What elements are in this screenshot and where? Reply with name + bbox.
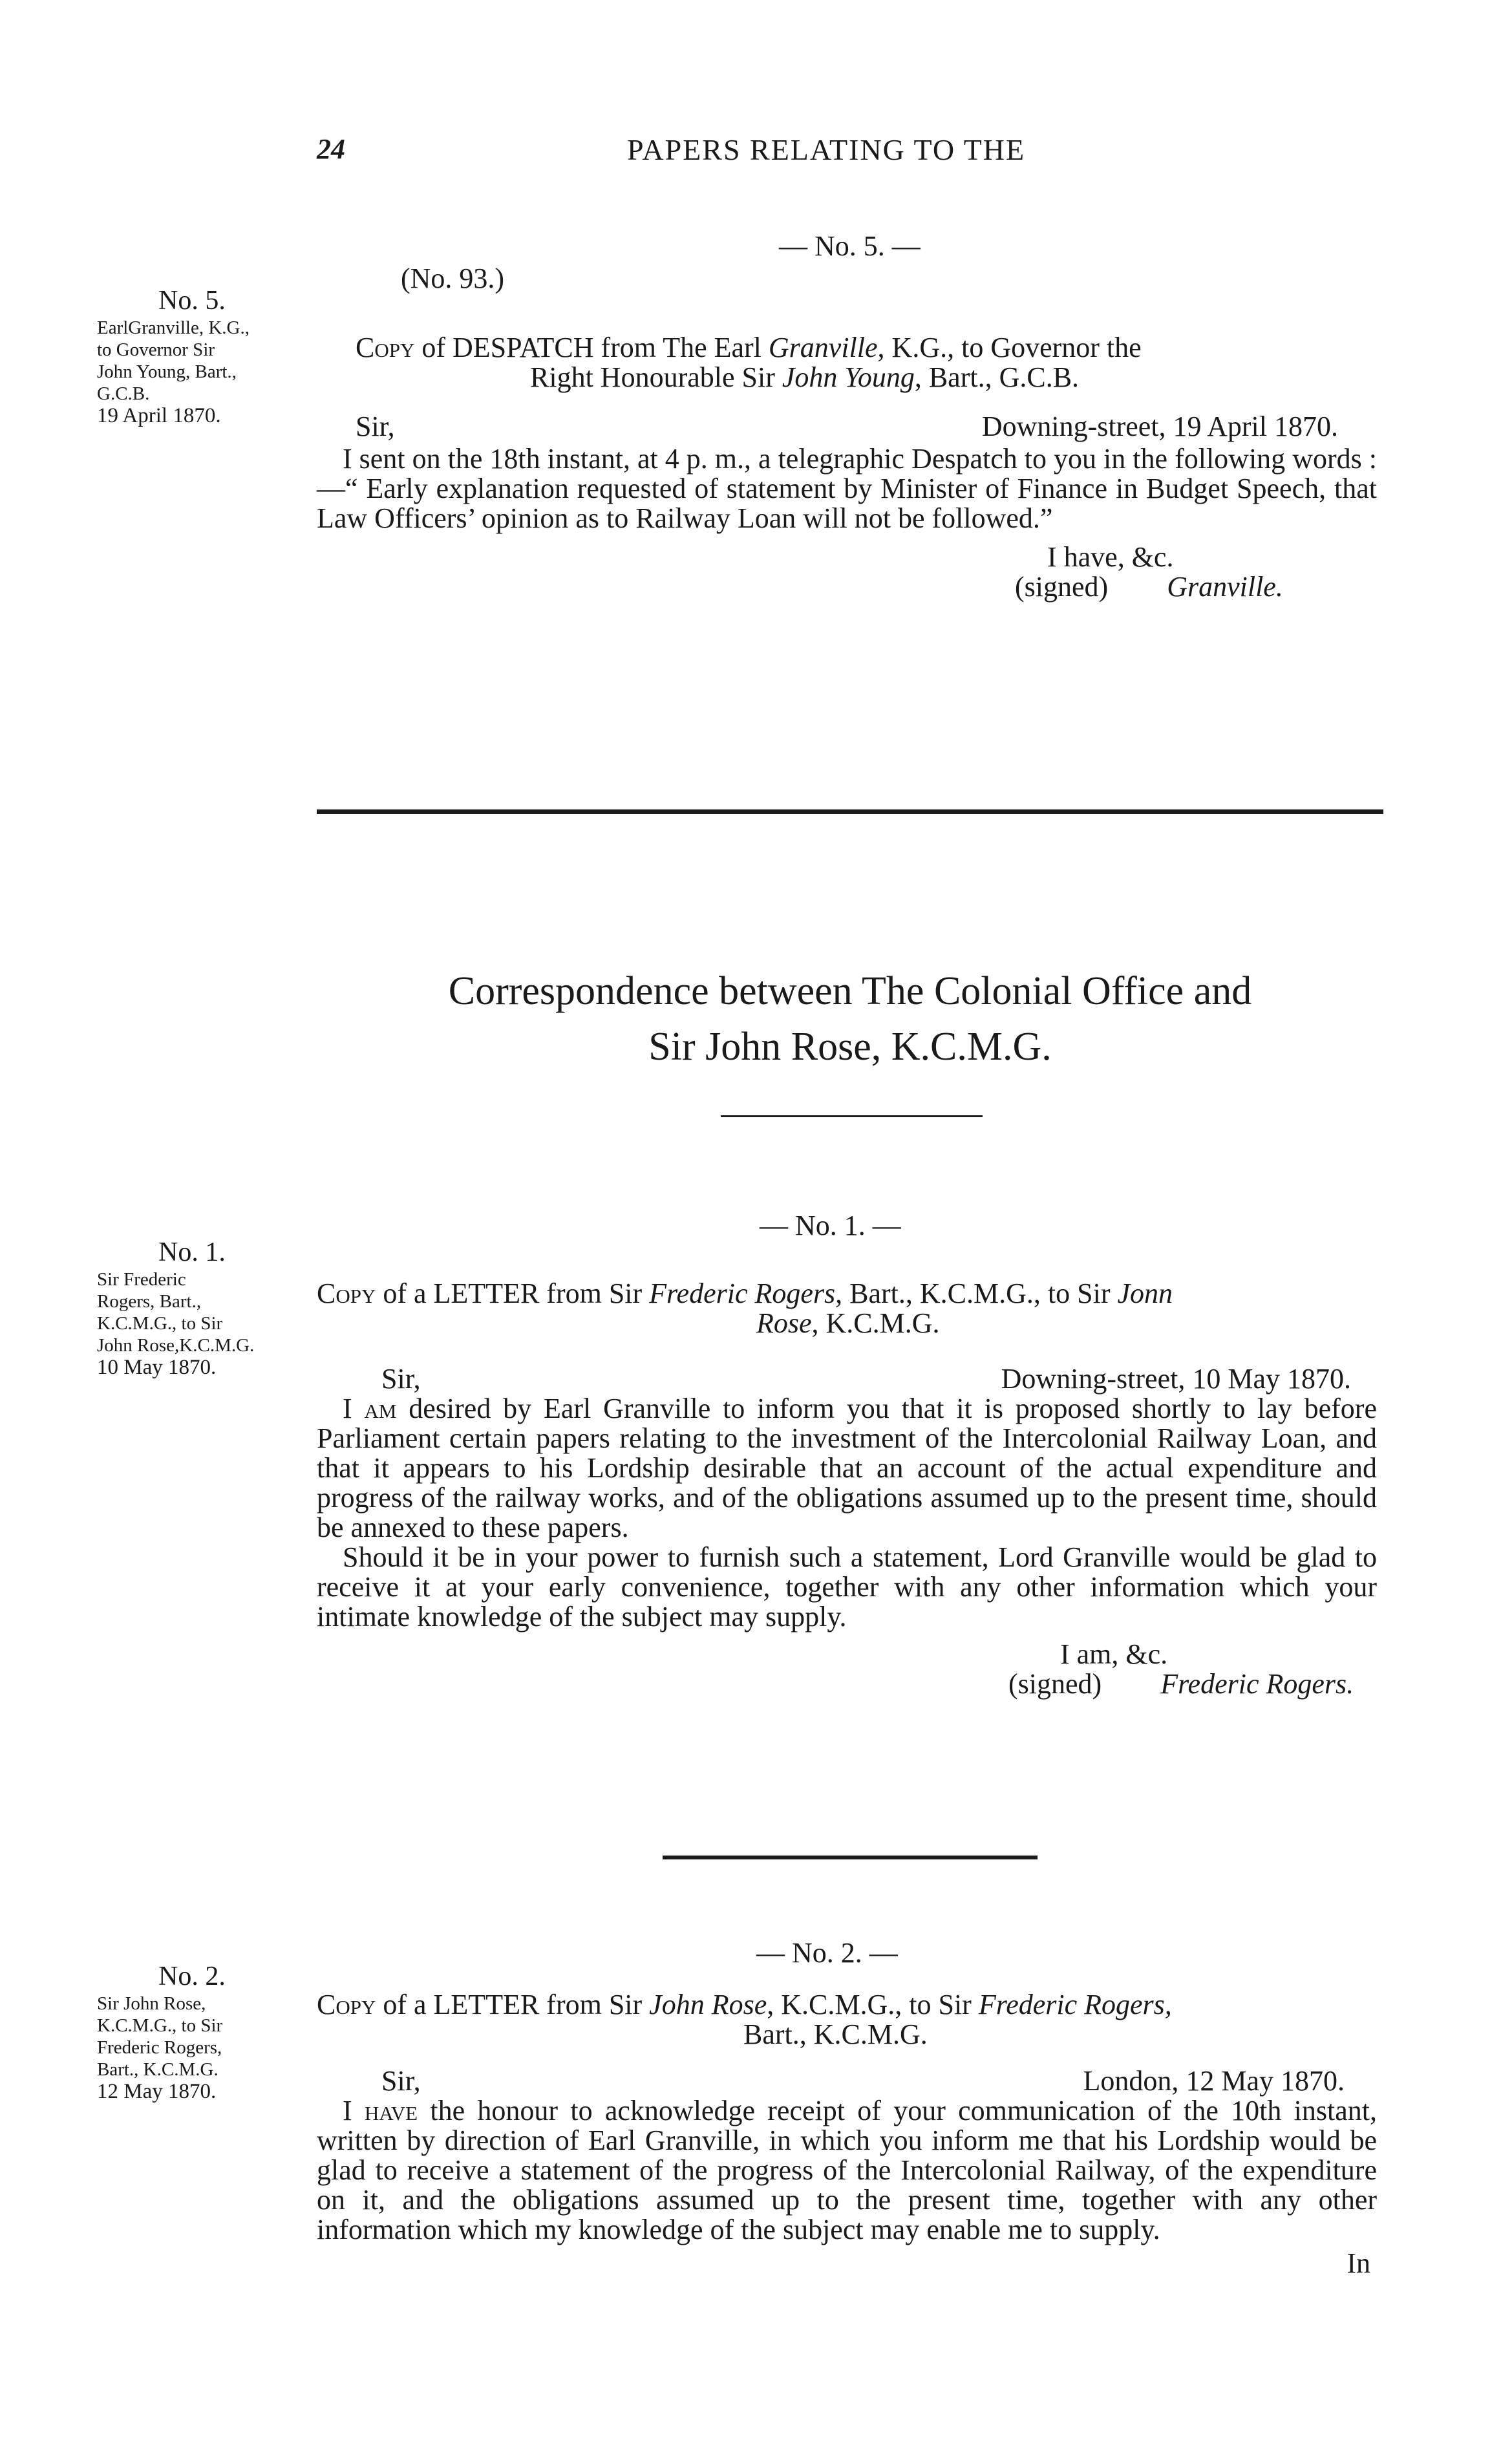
doc2-margin-line: Sir Frederic [97,1269,186,1290]
doc2-salutation-line [317,1364,1377,1394]
doc2-margin-line: K.C.M.G., to Sir [97,1313,223,1334]
doc3-paragraph [317,2096,1377,2245]
doc2-copy-name: Rose [756,1307,812,1339]
doc3-copy-heading-2: Bart., K.C.M.G. [743,2018,928,2050]
doc3-margin-line: K.C.M.G., to Sir [97,2015,223,2036]
doc1-closing [317,542,1377,602]
doc3-number-heading: — No. 2. — [756,1937,898,1969]
doc1-margin-line: G.C.B. [97,383,150,404]
doc2-copy-word: Copy [317,1278,376,1309]
doc2-para-text: desired by Earl Granville to inform you that it is proposed shortly to lay before Parliament certain papers relating to the investment of the Intercolonial Railway Loan, and that it appears to his Lordship desirable that an account of the actual expenditure and progress of the railway works, and of the obligations assumed up to the present time, should be annexed to these papers. [317,1393,1377,1543]
running-head [0,133,1512,178]
section-title-line-2: Sir John Rose, K.C.M.G. [648,1025,1052,1069]
doc3-place-date: London, 12 May 1870. [1083,2065,1345,2097]
doc2-copy-text: , K.C.M.G. [811,1307,940,1339]
section-divider [317,809,1383,814]
doc2-copy-name: Jonn [1117,1278,1173,1309]
doc3-catchword: In [1347,2247,1370,2279]
doc1-margin-note [97,286,317,427]
doc3-salutation-line [317,2066,1377,2096]
doc2-place-date: Downing-street, 10 May 1870. [1001,1363,1351,1395]
doc3-para-lead: I have [343,2095,418,2126]
doc2-copy-heading [317,1279,1377,1309]
doc1-signature-line [1015,572,1377,602]
doc1-salutation-line [317,412,1377,442]
doc3-margin-line: Sir John Rose, [97,1993,206,2014]
doc1-margin-line: EarlGranville, K.G., [97,317,250,338]
running-head-title: PAPERS RELATING TO THE [627,133,1026,166]
doc3-copy-name: Frederic Rogers, [978,1989,1172,2020]
doc1-margin-line: to Governor Sir [97,339,215,360]
doc3-copy-text: , K.C.M.G., to Sir [767,1989,979,2020]
doc2-body [317,1279,1377,1699]
section-title-line-1: Correspondence between The Colonial Office and [448,969,1252,1013]
page-number: 24 [317,133,345,165]
doc1-copy-heading-2 [317,363,1377,392]
section-divider-2 [663,1856,1038,1859]
doc1-copy-text: , Bart., G.C.B. [914,361,1080,393]
doc2-margin-number: No. 1. [158,1237,226,1267]
doc1-copy-name: John Young [782,361,915,393]
doc1-margin-line: John Young, Bart., [97,361,237,382]
doc2-paragraph-1 [317,1394,1377,1543]
doc2-copy-text: of a LETTER from Sir [376,1278,650,1309]
doc3-copy-word: Copy [317,1989,376,2020]
doc1-margin-number: No. 5. [158,286,226,316]
doc3-copy-text: of a LETTER from Sir [376,1989,650,2020]
doc1-signed: (signed) [1015,571,1109,603]
doc3-margin-date: 12 May 1870. [97,2080,217,2103]
doc2-margin-line: Rogers, Bart., [97,1291,202,1312]
doc3-copy-heading [317,1990,1377,2020]
title-underline [721,1115,983,1117]
doc3-salutation: Sir, [381,2065,421,2097]
doc2-closing-text: I am, &c. [1060,1638,1168,1670]
doc2-salutation: Sir, [381,1363,421,1395]
doc2-copy-name: Frederic Rogers [649,1278,836,1309]
doc1-margin-date: 19 April 1870. [97,404,221,427]
doc1-closing-text: I have, &c. [1047,541,1174,573]
doc3-margin-line: Frederic Rogers, [97,2037,222,2058]
doc2-margin-line: John Rose,K.C.M.G. [97,1335,255,1356]
doc3-margin-number: No. 2. [158,1962,226,1991]
doc1-signature: Granville. [1167,571,1283,603]
doc1-salutation: Sir, [356,411,395,442]
doc2-margin-note [97,1237,317,1379]
doc2-number-heading: — No. 1. — [760,1210,901,1241]
doc2-signature: Frederic Rogers. [1160,1668,1354,1700]
doc1-copy-heading [317,333,1377,363]
doc3-copy-name: John Rose [649,1989,767,2020]
doc1-place-date: Downing-street, 19 April 1870. [981,411,1338,442]
doc1-copy-name: Granville [768,332,878,363]
doc3-body [317,1990,1377,2278]
doc1-copy-text: Right Honourable Sir [530,361,782,393]
doc2-copy-heading-2 [317,1309,1377,1338]
doc1-despatch-number: (No. 93.) [401,262,505,294]
doc1-copy-text: of DESPATCH from The Earl [414,332,769,363]
doc2-copy-text: , Bart., K.C.M.G., to Sir [835,1278,1118,1309]
doc3-margin-note [97,1962,317,2103]
doc1-paragraph: I sent on the 18th instant, at 4 p. m., a telegraphic Despatch to you in the following words :—“ Early explanation requested of statement by Minister of Finance in Budget Speech, that Law Officers’ opinion as to Railway Loan will not be followed.” [317,443,1377,534]
doc2-para-lead: I am [343,1393,397,1424]
doc1-number-heading: — No. 5. — [779,230,921,262]
doc2-closing [317,1640,1377,1699]
doc2-signature-line [1008,1669,1377,1699]
doc2-signed: (signed) [1008,1668,1102,1700]
doc1-copy-word: Copy [356,332,415,363]
doc1-body [317,333,1377,602]
doc2-paragraph-2: Should it be in your power to furnish such a statement, Lord Granville would be glad to receive it at your early convenience, together with any other information which your intimate knowledge of the subject may supply. [317,1541,1377,1632]
doc1-copy-text: , K.G., to Governor the [877,332,1142,363]
doc3-para-text: the honour to acknowledge receipt of your communication of the 10th instant, written by direction of Earl Granville, in which you inform me that his Lordship would be glad to receive a statement of the progress of the Intercolonial Railway, of the expenditure on it, and the obligations assumed up to the present time, together with any other information which my knowledge of the subject may enable me to supply. [317,2095,1377,2245]
section-title [317,963,1383,1075]
doc3-margin-line: Bart., K.C.M.G. [97,2059,218,2080]
doc2-margin-date: 10 May 1870. [97,1356,217,1379]
